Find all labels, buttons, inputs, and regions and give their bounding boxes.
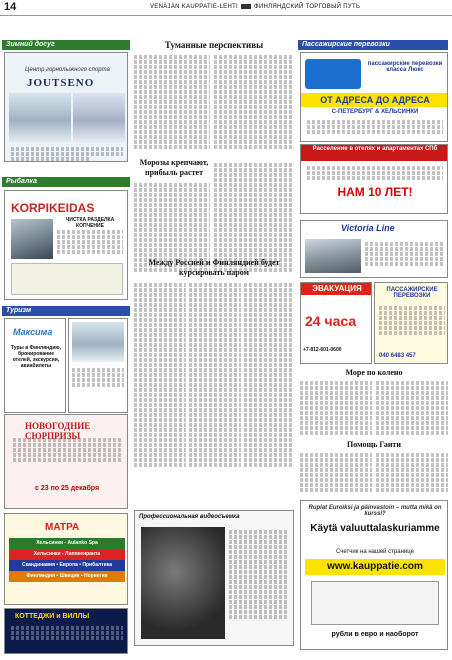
main-article-body — [134, 54, 210, 150]
maksima-ad[interactable] — [4, 318, 66, 413]
route-map — [11, 263, 123, 295]
slope-photo — [73, 93, 125, 143]
page-header — [0, 0, 452, 16]
matra-logo: МАТРА — [45, 522, 80, 533]
haiti-article-col2 — [376, 452, 448, 493]
korpikeidas-logo: KORPIKEIDAS — [11, 201, 95, 215]
victoria-ad[interactable] — [300, 220, 448, 278]
matra-line-2: Хельсинки - Лаппеенранта — [9, 549, 125, 560]
joutseno-tagline: Центр горнолыжного спорта — [25, 67, 110, 73]
paper-name-ru: ФИНЛЯНДСКИЙ ТОРГОВЫЙ ПУТЬ — [254, 4, 361, 11]
moscow-phone: 040 6483 457 — [379, 353, 416, 359]
currency-calculator-ad[interactable] — [300, 500, 448, 650]
matra-line-3: Скандинавия • Европа • Прибалтика — [9, 560, 125, 571]
hotels-ad[interactable] — [300, 144, 448, 214]
paper-name-fi: VENÄJÄN KAUPPATIE-LEHTI — [150, 4, 239, 11]
maksima-logo: Максима — [13, 327, 53, 337]
hotel-photo — [72, 322, 124, 362]
paper-name — [150, 4, 360, 10]
evacuation-ad[interactable] — [300, 282, 372, 364]
frost-article-col2 — [214, 162, 294, 273]
matra-ad[interactable] — [4, 513, 128, 605]
newyear-title: НОВОГОДНИЕ СЮРПРИЗЫ — [25, 421, 91, 441]
route-text: С-ПЕТЕРБУРГ & ХЕЛЬСИНКИ — [331, 109, 419, 115]
ecolines-ad[interactable] — [300, 52, 448, 142]
korpikeidas-tagline: ЧИСТКА РАЗДЕЛКА КОПЧЕНИЕ — [65, 217, 115, 229]
newyear-dates: с 23 по 25 декабря — [35, 485, 100, 492]
frost-headline: Морозы крепчают, прибыль растет — [139, 158, 209, 177]
address-banner: ОТ АДРЕСА ДО АДРЕСА — [301, 93, 448, 107]
ferry-headline: Между Россией и Финляндией будет курсировать паром — [148, 258, 280, 277]
sea-headline: Море по колено — [345, 368, 403, 377]
divider-mark — [241, 4, 251, 9]
hotels-banner: Расселение в отелях и апартаментах СПб — [301, 145, 448, 161]
moscow-title: ПАССАЖИРСКИЕ ПЕРЕВОЗКИ — [386, 287, 438, 299]
section-tourism: Туризм — [2, 306, 130, 316]
victoria-logo: Victoria Line — [341, 223, 395, 233]
korpikeidas-ad[interactable] — [4, 190, 128, 300]
sea-article-col1 — [300, 380, 372, 436]
anniversary-text: НАМ 10 ЛЕТ! — [337, 185, 413, 199]
newyear-ad[interactable] — [4, 414, 128, 509]
ski-photo — [9, 93, 71, 143]
video-title: Профессиональная видеосъемка — [139, 514, 240, 520]
haiti-headline: Помощь Гаити — [347, 440, 401, 449]
ferry-article-col1 — [134, 282, 186, 468]
ruplat-text-fi: Ruplat Euroiksi ja päinvastoin – mutta mikä on kurssi? — [308, 505, 442, 517]
maksima-services: Туры в Финляндию, бронирование отелей, экскурсии, авиабилеты — [10, 345, 62, 369]
haiti-article-col1 — [300, 452, 372, 493]
joutseno-ad[interactable] — [4, 52, 128, 162]
lux-text: пассажирские перевозки класса Люкс — [367, 61, 443, 73]
joutseno-logo: JOUTSENO — [27, 77, 95, 89]
main-headline: Туманные перспективы — [164, 40, 264, 50]
main-article-col2 — [214, 54, 294, 150]
cottages-title: КОТТЕДЖИ и ВИЛЛЫ — [15, 613, 90, 620]
video-ad[interactable] — [134, 510, 294, 646]
matra-line-4: Финляндия • Швеция • Норвегия — [9, 571, 125, 582]
evac-phone: +7-812-601-0600 — [303, 347, 342, 353]
matra-line-1: Хельсинки - Aulanko Spa — [9, 538, 125, 549]
cottages-ad[interactable] — [4, 608, 128, 654]
section-transport: Пассажирские перевозки — [298, 40, 448, 50]
evac-hours: 24 часа — [305, 313, 357, 329]
sea-article-col2 — [376, 380, 448, 436]
ruplat-url[interactable]: www.kauppatie.com — [305, 559, 445, 575]
section-fishing: Рыбалка — [2, 177, 130, 187]
ruplat-text-ru: Счетчик на нашей странице — [336, 549, 414, 555]
moscow-transport-ad[interactable] — [374, 282, 448, 364]
ferry-article-col2 — [189, 282, 241, 468]
camera-photo — [141, 527, 225, 639]
evac-title: ЭВАКУАЦИЯ — [301, 283, 372, 295]
winter-hotel-ad[interactable] — [68, 318, 128, 413]
page-number: 14 — [4, 1, 17, 13]
car-photo — [305, 239, 361, 273]
bus-photo — [305, 59, 361, 89]
ruplat-headline: Käytä valuuttalaskuriamme — [310, 523, 440, 534]
section-winter: Зимний досуг — [2, 40, 130, 50]
calculator-widget[interactable] — [311, 581, 439, 625]
ferry-article-col3 — [244, 282, 294, 468]
fish-photo — [11, 219, 53, 259]
ruplat-bottom: рубли в евро и наоборот — [331, 631, 419, 638]
